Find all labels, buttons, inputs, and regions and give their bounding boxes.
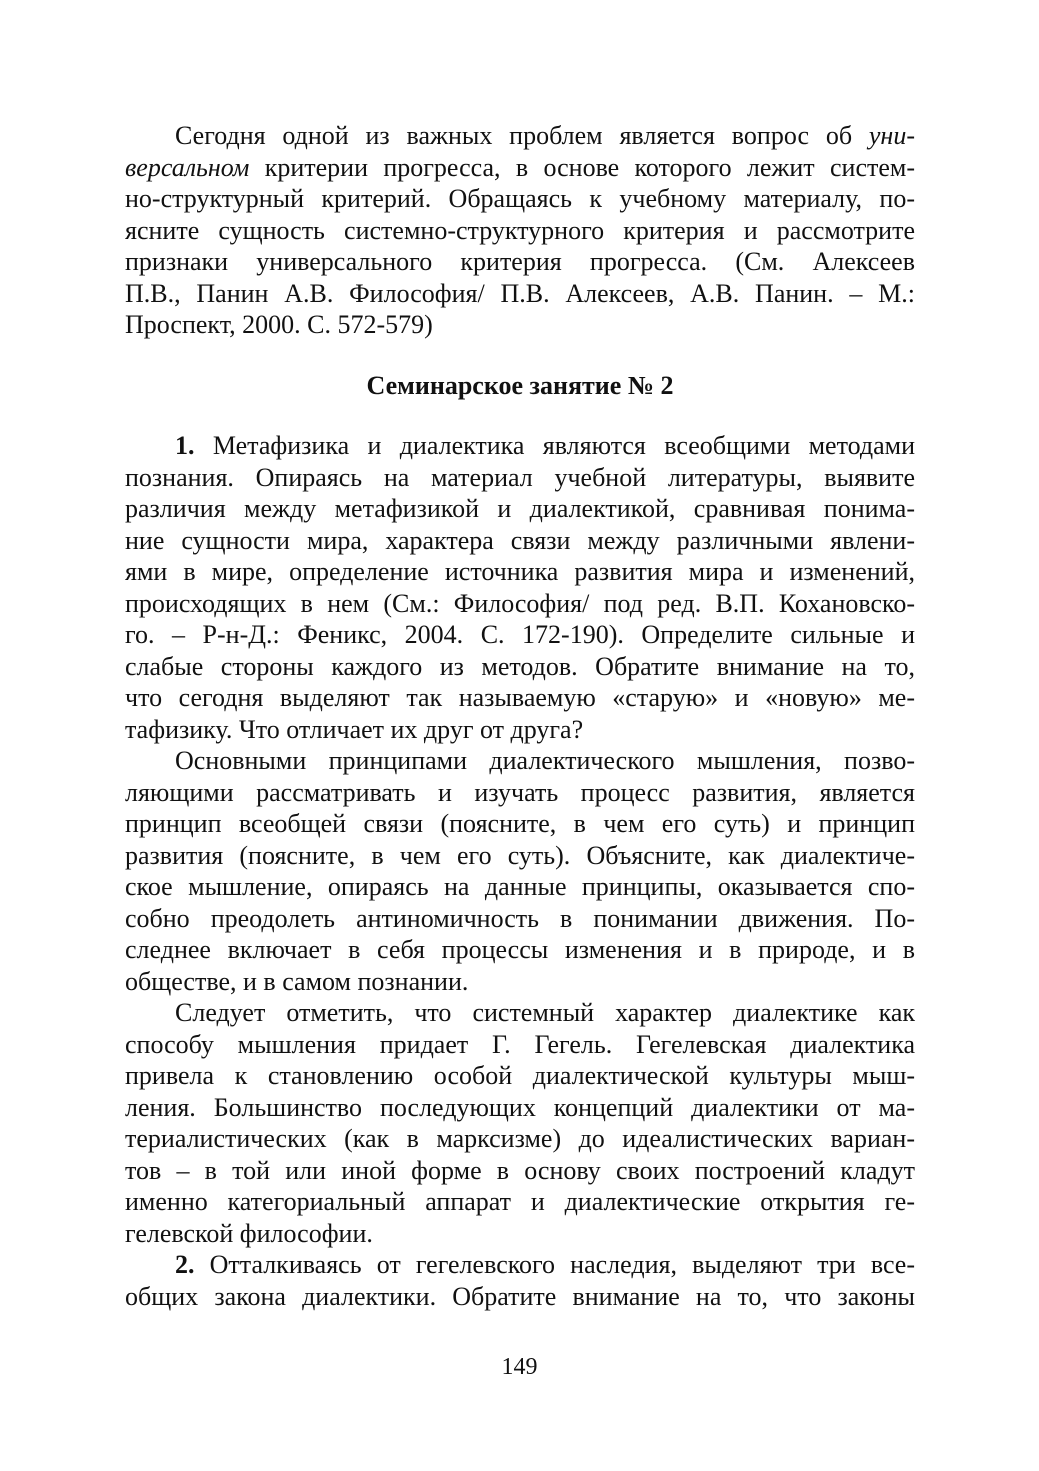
- text-line: познания. Опираясь на материал учебной литературы, выявите: [125, 462, 915, 492]
- section-heading: Семинарское занятие № 2: [366, 370, 674, 400]
- paragraph-hegel: [125, 997, 915, 1249]
- text-line: собно преодолеть антиномичность в понимании движения. По-: [125, 903, 915, 933]
- text-line: [125, 152, 915, 184]
- text-line: ское мышление, опираясь на данные принципы, оказывается спо-: [125, 872, 915, 901]
- page-number: 149: [501, 1354, 538, 1380]
- text-line: ями в мире, определение источника развития мира и изменений,: [125, 557, 915, 586]
- text-line: ние сущности мира, характера связи между различными явлени-: [125, 525, 915, 555]
- text-fragment: критерии прогресса, в основе которого лежит систем-: [249, 152, 915, 182]
- text-line: [125, 430, 915, 462]
- text-line: териалистических (как в марксизме) до идеалистических вариан-: [125, 1124, 915, 1153]
- text-line: привела к становлению особой диалектической культуры мыш-: [125, 1061, 915, 1090]
- text-line: гелевской философии.: [125, 1218, 373, 1248]
- text-line: Основными принципами диалектического мышления, позво-: [175, 746, 915, 775]
- item-2-paragraph: [125, 1249, 915, 1312]
- text-line: ляющими рассматривать и изучать процесс развития, является: [125, 777, 915, 807]
- text-line: именно категориальный аппарат и диалектические открытия ге-: [125, 1187, 915, 1216]
- text-line: го. – Р-н-Д.: Феникс, 2004. С. 172-190). Определите сильные и: [125, 620, 915, 649]
- intro-paragraph: [125, 120, 915, 341]
- page-body: [125, 120, 915, 1312]
- text-line: но-структурный критерий. Обращаясь к учебному материалу, по-: [125, 184, 915, 213]
- text-fragment: Сегодня одной из важных проблем является вопрос об: [175, 121, 869, 150]
- text-fragment: Метафизика и диалектика являются всеобщими методами: [212, 431, 916, 460]
- text-line: тафизику. Что отличает их друг от друга?: [125, 714, 584, 744]
- text-line: признаки универсального критерия прогресса. (См. Алексеев: [125, 247, 915, 276]
- item-1-paragraph: [125, 430, 915, 745]
- text-line: ления. Большинство последующих концепций диалектики от ма-: [125, 1092, 915, 1122]
- text-line: различия между метафизикой и диалектикой, сравнивая понима-: [125, 494, 915, 523]
- text-line: [125, 120, 915, 152]
- text-line: развития (поясните, в чем его суть). Объясните, как диалектиче-: [125, 840, 915, 870]
- text-line: ясните сущность системно-структурного критерия и рассмотрите: [125, 215, 915, 245]
- italic-fragment: уни-: [868, 121, 915, 150]
- text-line: принцип всеобщей связи (поясните, в чем его суть) и принцип: [125, 809, 915, 838]
- text-line: следнее включает в себя процессы изменения и в природе, и в: [125, 935, 915, 964]
- text-fragment: Отталкиваясь от гегелевского наследия, выделяют три все-: [209, 1250, 915, 1279]
- text-line: тов – в той или иной форме в основу своих построений кладут: [125, 1155, 915, 1185]
- italic-fragment: версальном: [125, 152, 250, 182]
- text-line: общих закона диалектики. Обратите внимание на то, что законы: [125, 1281, 915, 1311]
- paragraph-principles: [125, 745, 915, 997]
- item-number: 1.: [175, 431, 195, 460]
- text-line: происходящих в нем (См.: Философия/ под ред. В.П. Кохановско-: [125, 588, 915, 618]
- text-line: обществе, и в самом познании.: [125, 966, 469, 996]
- text-line: способу мышления придает Г. Гегель. Гегелевская диалектика: [125, 1029, 915, 1059]
- text-line: что сегодня выделяют так называемую «старую» и «новую» ме-: [125, 683, 915, 712]
- text-line: П.В., Панин А.В. Философия/ П.В. Алексеев, А.В. Панин. – М.:: [125, 278, 915, 308]
- text-line: Проспект, 2000. С. 572-579): [125, 310, 433, 339]
- text-line: [125, 1249, 915, 1281]
- text-line: Следует отметить, что системный характер диалектике как: [175, 998, 915, 1027]
- text-line: слабые стороны каждого из методов. Обратите внимание на то,: [125, 651, 915, 681]
- item-number: 2.: [175, 1250, 195, 1279]
